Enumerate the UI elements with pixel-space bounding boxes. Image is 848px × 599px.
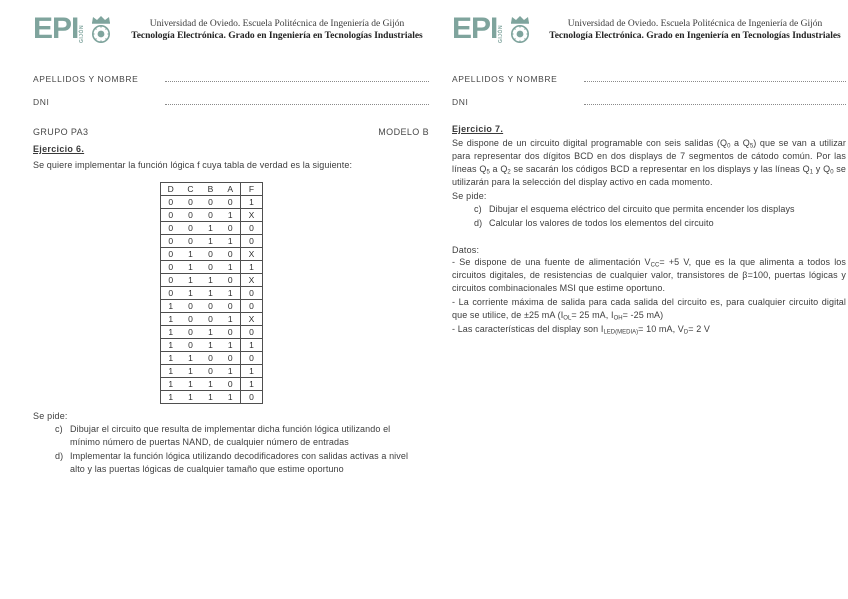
group-label: GRUPO PA3 <box>33 127 89 137</box>
left-identification-form <box>33 70 429 107</box>
truth-table-cell: X <box>241 209 263 222</box>
truth-table-cell: 0 <box>161 248 181 261</box>
right-page <box>452 0 846 599</box>
header-text-block <box>544 14 846 42</box>
left-item-d <box>55 450 429 476</box>
truth-table-cell: 1 <box>161 378 181 391</box>
name-dotted-line <box>584 81 846 82</box>
truth-table-cell: 1 <box>161 365 181 378</box>
truth-table-cell: 1 <box>161 326 181 339</box>
name-field-label: APELLIDOS Y NOMBRE <box>452 74 558 84</box>
epi-logo <box>452 14 544 46</box>
item-text: Dibujar el circuito que resulta de implementar dicha función lógica utilizando el mínimo número de puertas NAND, de cualquier número de entradas <box>70 424 391 447</box>
truth-table-cell: 0 <box>201 261 221 274</box>
truth-table-cell: 0 <box>161 274 181 287</box>
item-text: Dibujar el esquema eléctrico del circuito que permita encender los displays <box>489 204 795 214</box>
truth-table-cell: 0 <box>241 300 263 313</box>
truth-table-cell: 1 <box>201 378 221 391</box>
truth-table-row <box>161 326 263 339</box>
truth-table-cell: 1 <box>161 339 181 352</box>
datos-list <box>452 256 846 336</box>
truth-table-cell: 0 <box>181 313 201 326</box>
truth-table-cell: 0 <box>201 209 221 222</box>
item-marker: c) <box>474 204 482 214</box>
truth-table-cell: 0 <box>241 326 263 339</box>
truth-table-cell: 1 <box>161 352 181 365</box>
truth-table-cell: 1 <box>241 261 263 274</box>
truth-table-cell: 0 <box>201 313 221 326</box>
truth-table-cell: 0 <box>221 196 241 209</box>
truth-table-cell: 1 <box>221 365 241 378</box>
truth-table-cell: 0 <box>221 352 241 365</box>
group-model-row <box>33 127 429 137</box>
truth-table-cell: 0 <box>181 235 201 248</box>
right-page-header <box>452 14 846 52</box>
truth-table-cell: 1 <box>201 235 221 248</box>
item-text: Calcular los valores de todos los elementos del circuito <box>489 218 714 228</box>
truth-table-cell: 1 <box>221 339 241 352</box>
truth-table-row <box>161 196 263 209</box>
university-crest-icon <box>87 14 115 46</box>
exercise-6-title: Ejercicio 6. <box>33 144 85 154</box>
truth-table-cell: 1 <box>201 287 221 300</box>
truth-table-cell: 0 <box>161 209 181 222</box>
truth-table-cell: 0 <box>201 248 221 261</box>
truth-table-cell: X <box>241 274 263 287</box>
left-item-list <box>33 423 429 476</box>
dni-row <box>452 93 846 107</box>
name-row <box>452 70 846 84</box>
truth-table-row <box>161 300 263 313</box>
truth-table-cell: 0 <box>181 339 201 352</box>
truth-table-row <box>161 365 263 378</box>
truth-table-row <box>161 222 263 235</box>
datos-item-display-specs: - Las características del display son $I_{LED(MEDIA)}= 10$ mA, $V_D= 2$ V <box>452 324 711 336</box>
university-name: Universidad de Oviedo. Escuela Politécnica de Ingeniería de Gijón <box>567 19 823 29</box>
truth-table-cell: 0 <box>161 261 181 274</box>
truth-table-header-cell: A <box>221 183 241 196</box>
truth-table-cell: 1 <box>201 274 221 287</box>
epi-logo-text: EPI <box>33 12 79 45</box>
truth-table-cell: 1 <box>221 209 241 222</box>
university-name: Universidad de Oviedo. Escuela Politécnica de Ingeniería de Gijón <box>149 19 405 29</box>
truth-table-cell: 1 <box>181 261 201 274</box>
truth-table-cell: 1 <box>201 326 221 339</box>
datos-item-max-current: - La corriente máxima de salida para cada salida del circuito es, para cualquier circuito digital que se utilice, de ±25 mA ($I_{OL}= 25$ mA, $I_{OH}= -25$ mA) <box>452 297 846 322</box>
truth-table-cell: 0 <box>221 274 241 287</box>
truth-table-cell: 1 <box>181 287 201 300</box>
left-item-c <box>55 423 429 449</box>
truth-table-cell: 0 <box>241 287 263 300</box>
truth-table-cell: 1 <box>161 391 181 404</box>
truth-table-cell: 0 <box>161 196 181 209</box>
name-row <box>33 70 429 84</box>
truth-table-cell: 0 <box>241 222 263 235</box>
dni-row <box>33 93 429 107</box>
truth-table-cell: 1 <box>221 391 241 404</box>
exercise-7-intro: Se dispone de un circuito digital programable con seis salidas ($Q_0$ a $Q_5$) que se van a utilizar para representar dos dígitos BCD en dos displays de 7 segmentos de cátodo común. Por las líneas $Q_5$ a $Q_2$ se sacarán los códigos BCD a representar en los displays y las líneas $Q_1$ y $Q_0$ se utilizarán para la selección del display activo en cada momento. <box>452 138 847 187</box>
truth-table-cell: 1 <box>181 274 201 287</box>
truth-table-cell: 1 <box>161 313 181 326</box>
exercise-7-title: Ejercicio 7. <box>452 124 504 134</box>
truth-table-cell: 1 <box>221 235 241 248</box>
dni-dotted-line <box>584 104 846 105</box>
right-item-list <box>452 203 846 230</box>
truth-table-row <box>161 313 263 326</box>
truth-table-cell: 1 <box>181 391 201 404</box>
truth-table-cell: 1 <box>181 378 201 391</box>
datos-item-power-supply: - Se dispone de una fuente de alimentación $V_{CC}= +5$ V, que es la que alimenta a todos los circuitos digitales, de resistencias de cualquier valor, transistores de β=100, puertas lógicas y circuitos combinacionales MSI que estime oportuno. <box>452 257 846 293</box>
truth-table-cell: 0 <box>221 248 241 261</box>
truth-table-cell: 0 <box>201 352 221 365</box>
exercise-6-intro: Se quiere implementar la función lógica f cuya tabla de verdad es la siguiente: <box>33 160 353 170</box>
left-page <box>33 0 429 599</box>
truth-table-cell: 1 <box>201 222 221 235</box>
model-label: MODELO B <box>378 127 429 137</box>
truth-table-cell: 1 <box>181 365 201 378</box>
truth-table-cell: 0 <box>221 300 241 313</box>
truth-table-cell: 0 <box>181 196 201 209</box>
truth-table-cell: 1 <box>201 339 221 352</box>
item-marker: d) <box>55 451 64 461</box>
truth-table-cell: 0 <box>181 326 201 339</box>
university-crest-icon <box>506 14 534 46</box>
truth-table-cell: 1 <box>241 365 263 378</box>
truth-table-cell: 0 <box>201 365 221 378</box>
truth-table-cell: 0 <box>201 196 221 209</box>
program-name: Tecnología Electrónica. Grado en Ingeniería en Tecnologías Industriales <box>549 31 841 41</box>
truth-table-header-cell: B <box>201 183 221 196</box>
truth-table-row <box>161 287 263 300</box>
item-marker: c) <box>55 424 63 434</box>
dni-dotted-line <box>165 104 429 105</box>
item-marker: d) <box>474 218 483 228</box>
truth-table-row <box>161 235 263 248</box>
truth-table-cell: 0 <box>181 222 201 235</box>
truth-table-row <box>161 261 263 274</box>
truth-table-header-cell: C <box>181 183 201 196</box>
epi-logo-text: EPI <box>452 12 498 45</box>
truth-table-cell: 0 <box>161 287 181 300</box>
truth-table-header-row <box>161 183 263 196</box>
truth-table-cell: 1 <box>221 261 241 274</box>
truth-table-cell: 1 <box>241 378 263 391</box>
truth-table-row <box>161 274 263 287</box>
truth-table-row <box>161 339 263 352</box>
truth-table-cell: 1 <box>181 352 201 365</box>
header-text-block <box>125 14 429 42</box>
truth-table-cell: 0 <box>221 222 241 235</box>
truth-table-row <box>161 352 263 365</box>
right-identification-form <box>452 70 846 107</box>
epi-logo <box>33 14 125 46</box>
right-se-pide-label: Se pide: <box>452 191 487 201</box>
truth-table <box>160 182 263 404</box>
left-se-pide-label: Se pide: <box>33 411 68 421</box>
truth-table-row <box>161 391 263 404</box>
name-dotted-line <box>165 81 429 82</box>
truth-table-cell: 0 <box>161 235 181 248</box>
truth-table-cell: 0 <box>221 378 241 391</box>
truth-table-cell: 1 <box>201 391 221 404</box>
truth-table-cell: 0 <box>181 300 201 313</box>
dni-field-label: DNI <box>452 97 469 107</box>
truth-table-row <box>161 248 263 261</box>
truth-table-cell: 0 <box>201 300 221 313</box>
truth-table-row <box>161 378 263 391</box>
epi-logo-vertical-text: GIJÓN <box>498 24 505 43</box>
truth-table-cell: X <box>241 313 263 326</box>
truth-table-cell: X <box>241 248 263 261</box>
datos-label: Datos: <box>452 245 480 255</box>
truth-table-header-cell: D <box>161 183 181 196</box>
left-page-header <box>33 14 429 52</box>
program-name: Tecnología Electrónica. Grado en Ingeniería en Tecnologías Industriales <box>131 31 423 41</box>
truth-table-cell: 0 <box>181 209 201 222</box>
truth-table-cell: 1 <box>181 248 201 261</box>
truth-table-header-cell: F <box>241 183 263 196</box>
truth-table-cell: 0 <box>221 326 241 339</box>
item-text: Implementar la función lógica utilizando decodificadores con salidas activas a nivel alto y las puertas lógicas de cualquier tamaño que estime oportuno <box>70 451 409 474</box>
truth-table-cell: 0 <box>241 235 263 248</box>
truth-table-cell: 1 <box>161 300 181 313</box>
right-item-c <box>474 203 846 216</box>
epi-logo-vertical-text: GIJÓN <box>79 24 86 43</box>
truth-table-cell: 1 <box>241 196 263 209</box>
truth-table-cell: 0 <box>161 222 181 235</box>
truth-table-row <box>161 209 263 222</box>
truth-table-cell: 1 <box>221 313 241 326</box>
right-item-d <box>474 217 846 230</box>
truth-table-cell: 1 <box>221 287 241 300</box>
truth-table-cell: 0 <box>241 352 263 365</box>
dni-field-label: DNI <box>33 97 50 107</box>
name-field-label: APELLIDOS Y NOMBRE <box>33 74 139 84</box>
truth-table-cell: 1 <box>241 339 263 352</box>
truth-table-cell: 0 <box>241 391 263 404</box>
